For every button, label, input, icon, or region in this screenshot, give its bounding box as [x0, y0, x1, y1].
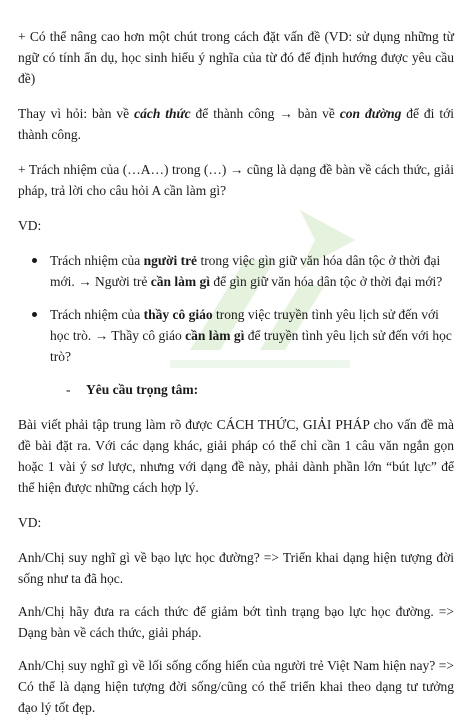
example-bullet-list	[18, 250, 454, 367]
document-page	[18, 26, 454, 718]
example-dedication: Anh/Chị suy nghĩ gì về lối sống cống hiến của người trẻ Việt Nam hiện nay? => Có thể là dạng hiện tượng đời sống/cũng có thể triển khai theo dạng tư tưởng đạo lý tốt đẹp.	[18, 658, 454, 715]
paragraph-instead-of-asking: Thay vì hỏi: bàn về cách thức để thành công → bàn về con đường để đi tới thành công.	[18, 106, 454, 142]
emphasis-can-lam-gi: cần làm gì	[185, 328, 245, 343]
emphasis-con-duong: con đường	[339, 106, 402, 121]
example-reduce-violence: Anh/Chị hãy đưa ra cách thức để giảm bớt tình trạng bạo lực học đường. => Dạng bàn về cách thức, giải pháp.	[18, 604, 454, 640]
example-label-2: VD:	[18, 515, 42, 530]
example-school-violence: Anh/Chị suy nghĩ gì về bạo lực học đường? => Triển khai dạng hiện tượng đời sống như ta đã học.	[18, 550, 454, 586]
list-item: Trách nhiệm của người trẻ trong việc gìn giữ văn hóa dân tộc ở thời đại mới. → Người trẻ cần làm gì để gìn giữ văn hóa dân tộc ở thời đại mới?	[18, 250, 454, 292]
emphasis-cach-thuc: cách thức	[134, 106, 191, 121]
paragraph-responsibility: + Trách nhiệm của (…A…) trong (…) → cũng là dạng đề bàn về cách thức, giải pháp, trả lời cho câu hỏi A cần làm gì?	[18, 162, 454, 198]
paragraph-advanced-question: + Có thể nâng cao hơn một chút trong cách đặt vấn đề (VD: sử dụng những từ ngữ có tính ẩn dụ, học sinh hiểu ý nghĩa của từ đó để định hướng được yêu cầu đề)	[18, 29, 454, 86]
emphasis-nguoi-tre: người trẻ	[143, 253, 198, 268]
emphasis-thay-co-giao: thầy cô giáo	[143, 307, 213, 322]
example-label-1: VD:	[18, 218, 42, 233]
paragraph-focus-requirement: Bài viết phải tập trung làm rõ được CÁCH THỨC, GIẢI PHÁP cho vấn đề mà đề bài đặt ra. Với các dạng khác, giải pháp có thể chỉ cần 1 câu văn ngắn gọn hoặc 1 vài ý sơ lược, nhưng với dạng đề này, phải dành phần lớn “bút lực” để thể hiện được những cách hợp lý.	[18, 417, 454, 495]
list-item: Trách nhiệm của thầy cô giáo trong việc truyền tình yêu lịch sử đến với học trò. → Thầy cô giáo cần làm gì để truyền tình yêu lịch sử đến với học trò?	[18, 304, 454, 367]
section-heading: - Yêu cầu trọng tâm:	[66, 382, 199, 397]
emphasis-can-lam-gi: cần làm gì	[150, 274, 210, 289]
